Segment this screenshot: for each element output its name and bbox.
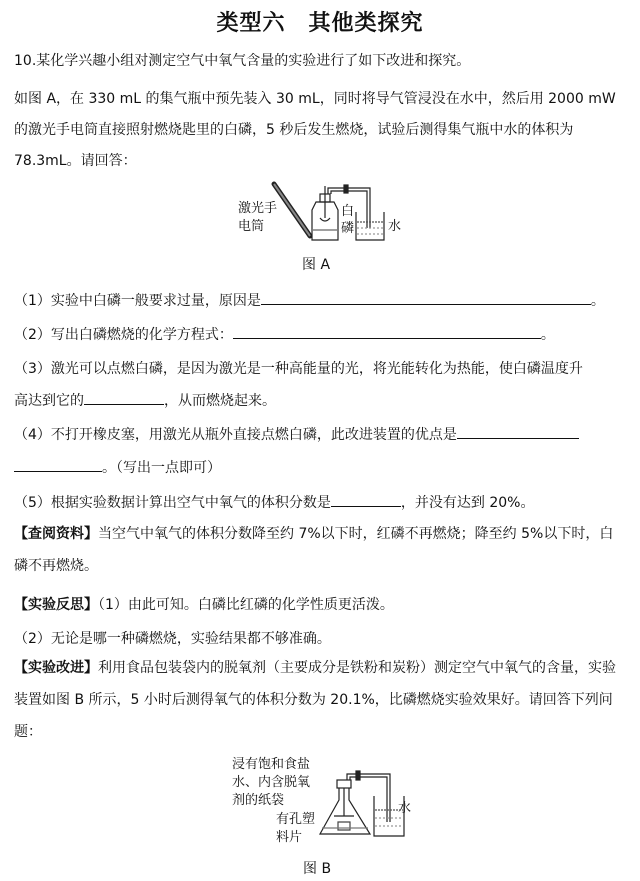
research-section (14, 518, 626, 582)
question-4b: 。（写出一点即可） (14, 457, 221, 477)
label-phosphorus-1: 白 (341, 204, 355, 219)
question-1: （1）实验中白磷一般要求过量，原因是 。 (14, 290, 605, 310)
gas-bottle-icon (312, 186, 338, 240)
research-tag: 【查阅资料】 (14, 526, 98, 542)
label-phosphorus-2: 磷 (341, 221, 355, 236)
question-4a: （4）不打开橡皮塞，用激光从瓶外直接点燃白磷，此改进装置的优点是 (14, 424, 579, 444)
improvement-text: 利用食品包装袋内的脱氧剂（主要成分是铁粉和炭粉）测定空气中氧气的含量，实验装置如图 B 所示，5 小时后测得氧气的体积分数为 20.1%，比磷燃烧实验效果好。请回答下列问题： (14, 660, 616, 740)
label-laser-1: 激光手 (238, 201, 278, 216)
conical-flask-icon (320, 780, 370, 834)
label-water-b: 水 (398, 801, 412, 816)
reflection-line-1: 【实验反思】（1）由此可知。白磷比红磷的化学性质更活泼。 (14, 597, 394, 613)
laser-flashlight-icon (274, 184, 310, 236)
page-title: 类型六 其他类探究 (216, 11, 424, 36)
delivery-tube-icon-b (347, 771, 390, 822)
question-3a: （3）激光可以点燃白磷，是因为激光是一种高能量的光，将光能转化为热能，使白磷温度升 (14, 361, 583, 377)
label-bag-1: 浸有饱和食盐 (232, 757, 311, 772)
apparatus-a-drawing (270, 178, 400, 248)
label-bag-2: 水、内含脱氧 (232, 775, 311, 790)
improvement-tag: 【实验改进】 (14, 660, 98, 676)
question-5: （5）根据实验数据计算出空气中氧气的体积分数是 ，并没有达到 20%。 (14, 492, 534, 512)
answer-blank-1[interactable] (261, 290, 591, 305)
answer-blank-3[interactable] (84, 390, 164, 405)
label-laser-2: 电筒 (238, 219, 265, 234)
reflection-line-2: （2）无论是哪一种磷燃烧，实验结果都不够准确。 (14, 631, 331, 647)
answer-blank-4b[interactable] (14, 457, 102, 472)
question-3b: 高达到它的 ，从而燃烧起来。 (14, 390, 276, 410)
reflection-tag: 【实验反思】 (14, 597, 98, 613)
apparatus-b-drawing (312, 770, 422, 850)
question-intro: 10.某化学兴趣小组对测定空气中氧气含量的实验进行了如下改进和探究。 (14, 53, 471, 69)
label-water-a: 水 (388, 219, 402, 234)
label-plate-1: 有孔塑 (276, 812, 316, 827)
intro-paragraph: 如图 A，在 330 mL 的集气瓶中预先装入 30 mL，同时将导气管浸没在水中，然后用 2000 mW 的激光手电筒直接照射燃烧匙里的白磷，5 秒后发生燃烧，试验后测得集气瓶中水的体积为 78.3mL。请回答： (14, 91, 616, 169)
label-plate-2: 料片 (276, 830, 303, 845)
improvement-section (14, 652, 626, 748)
label-bag-3: 剂的纸袋 (232, 793, 285, 808)
figure-a-caption: 图 A (302, 257, 331, 273)
question-2: （2）写出白磷燃烧的化学方程式： 。 (14, 324, 555, 344)
figure-b-caption: 图 B (303, 861, 332, 877)
answer-blank-4a[interactable] (457, 424, 579, 439)
research-text: 当空气中氧气的体积分数降至约 7%以下时，红磷不再燃烧；降至约 5%以下时，白磷不再燃烧。 (14, 526, 614, 574)
beaker-icon-b (374, 796, 404, 836)
answer-blank-5[interactable] (331, 492, 401, 507)
answer-blank-2[interactable] (233, 324, 541, 339)
